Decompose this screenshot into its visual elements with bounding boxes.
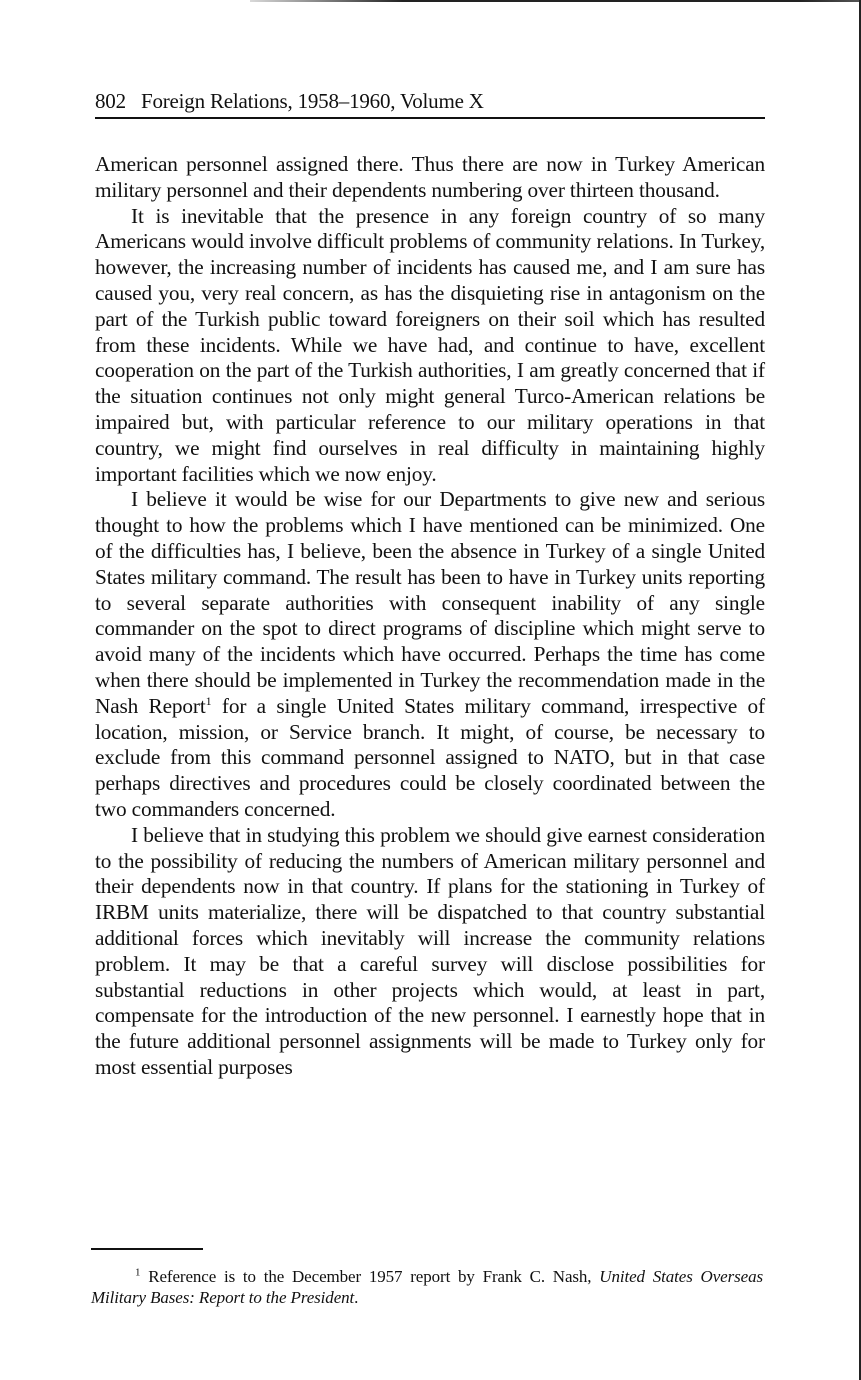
paragraph-3-text-before-note: I believe it would be wise for our Departments to give new and serious thought to how the problems which I have mentioned can be minimized. One of the difficulties has, I believe, been the absence in Turkey of a single United States military command. The result has been to have in Turkey units reporting to several separate authorities with consequent inability of any single commander on the spot to direct programs of discipline which might serve to avoid many of the incidents which have occurred. Perhaps the time has come when there should be implemented in Turkey the recommendation made in the Nash Report — [95, 487, 765, 718]
scan-edge-top — [250, 0, 861, 2]
page-number: 802 — [95, 89, 126, 113]
footnote-1 — [91, 1266, 763, 1308]
paragraph-3-text-after-note: for a single United States military command, irrespective of location, mission, or Service branch. It might, of course, be necessary to exclude from this command personnel assigned to NATO, but in that case perhaps directives and procedures could be closely coordinated between the two commanders concerned. — [95, 693, 765, 821]
footnote-rule — [91, 1248, 203, 1250]
body-text — [95, 152, 765, 1081]
footnote-end: . — [354, 1288, 359, 1307]
paragraph-1: American personnel assigned there. Thus there are now in Turkey American military personnel and their dependents numbering over thirteen thousand. — [95, 152, 765, 202]
footnote-number: 1 — [135, 1266, 141, 1279]
paragraph-3 — [95, 487, 765, 822]
running-title: Foreign Relations, 1958–1960, Volume X — [140, 89, 484, 113]
footnote-title-italic: United States Overseas Military Bases: Report to the President — [91, 1267, 763, 1307]
running-head — [95, 88, 765, 114]
footnote-reference: 1 — [205, 693, 212, 708]
footnote-text: Reference is to the December 1957 report by Frank C. Nash, — [148, 1267, 600, 1286]
paragraph-4: I believe that in studying this problem we should give earnest consideration to the possibility of reducing the numbers of American military personnel and their dependents now in that country. If plans for the stationing in Turkey of IRBM units materialize, there will be dispatched to that country substantial additional forces which inevitably will increase the community relations problem. It may be that a careful survey will disclose possibilities for substantial reductions in other projects which would, at least in part, compensate for the introduction of the new personnel. I earnestly hope that in the future additional personnel assignments will be made to Turkey only for most essential purposes — [95, 822, 765, 1079]
header-rule — [95, 117, 765, 119]
paragraph-2: It is inevitable that the presence in any foreign country of so many Americans would involve difficult problems of community relations. In Turkey, however, the increasing number of incidents has caused me, and I am sure has caused you, very real concern, as has the disquieting rise in antagonism on the part of the Turkish public toward foreigners on their soil which has resulted from these incidents. While we have had, and continue to have, excellent cooperation on the part of the Turkish authorities, I am greatly concerned that if the situation continues not only might general Turco-American relations be impaired but, with particular reference to our military operations in that country, we might find ourselves in real difficulty in maintaining highly important facilities which we now enjoy. — [95, 203, 765, 486]
